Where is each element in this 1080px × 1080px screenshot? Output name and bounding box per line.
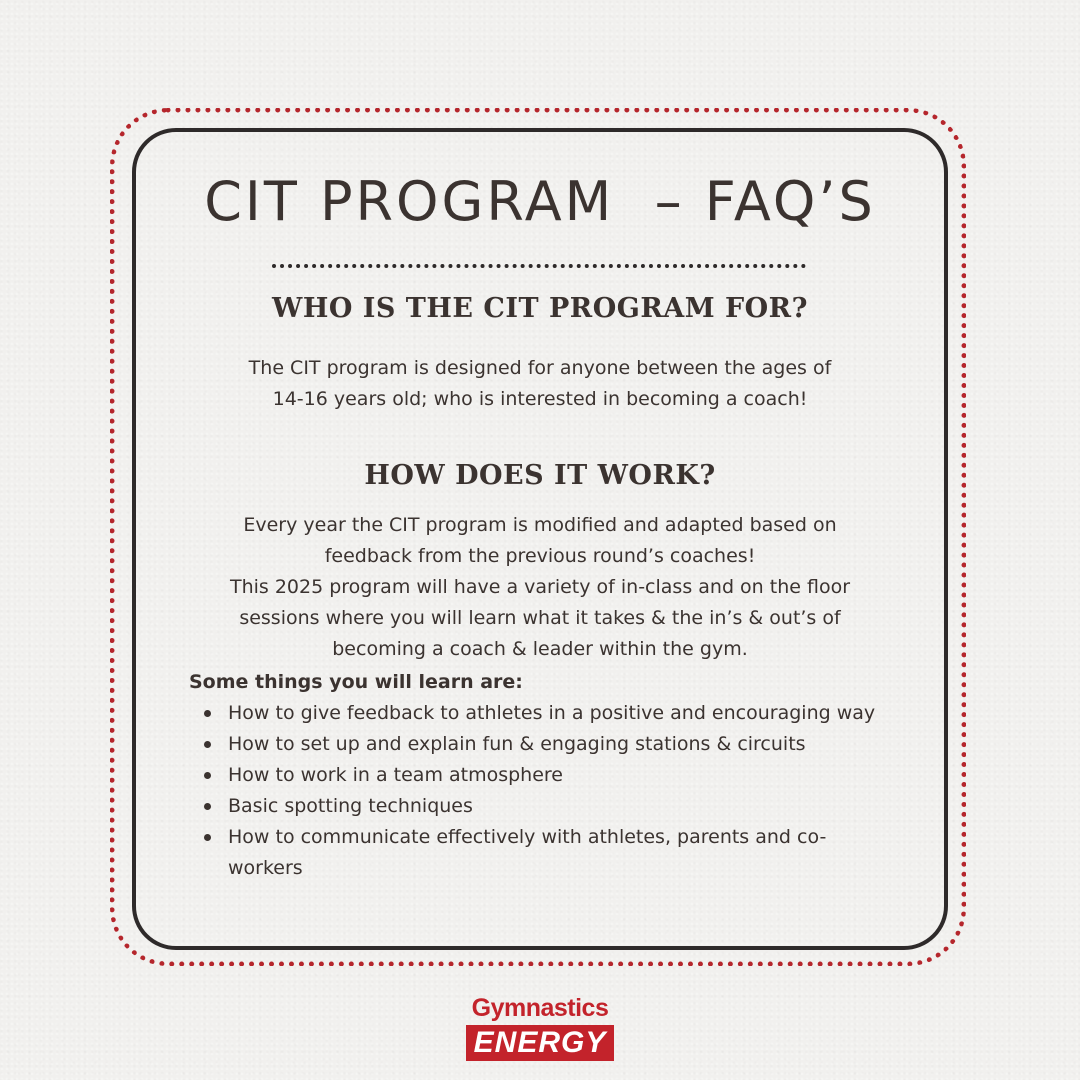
who-line: The CIT program is designed for anyone between the ages of bbox=[248, 357, 832, 379]
list-item bbox=[189, 822, 889, 884]
how-line: feedback from the previous round’s coaches! bbox=[324, 545, 756, 567]
how-line: becoming a coach & leader within the gym. bbox=[332, 638, 748, 660]
bullet-icon bbox=[204, 772, 211, 779]
page-title: CIT PROGRAM – FAQ’S bbox=[204, 170, 876, 233]
list-item-text: How to work in a team atmosphere bbox=[228, 764, 563, 786]
logo-bottom-text: ENERGY bbox=[466, 1025, 614, 1061]
how-line: sessions where you will learn what it takes & the in’s & out’s of bbox=[239, 607, 841, 629]
who-paragraph bbox=[180, 353, 900, 415]
how-paragraph bbox=[180, 510, 900, 665]
list-item bbox=[189, 791, 889, 822]
title-divider bbox=[272, 264, 806, 268]
bullet-icon bbox=[204, 710, 211, 717]
how-line: This 2025 program will have a variety of in-class and on the floor bbox=[229, 576, 851, 598]
bullet-icon bbox=[204, 834, 211, 841]
gymnastics-energy-logo bbox=[466, 993, 614, 1061]
list-item-text: Basic spotting techniques bbox=[228, 795, 473, 817]
list-item-text: How to communicate effectively with athletes, parents and co-workers bbox=[228, 826, 827, 879]
list-item-text: How to set up and explain fun & engaging stations & circuits bbox=[228, 733, 806, 755]
how-line: Every year the CIT program is modified and adapted based on bbox=[243, 514, 837, 536]
bullet-icon bbox=[204, 803, 211, 810]
learn-heading: Some things you will learn are: bbox=[189, 671, 523, 693]
logo-top-text: Gymnastics bbox=[471, 994, 609, 1022]
how-heading: HOW DOES IT WORK? bbox=[364, 460, 716, 491]
bullet-icon bbox=[204, 741, 211, 748]
list-item-text: How to give feedback to athletes in a positive and encouraging way bbox=[228, 702, 876, 724]
who-heading: WHO IS THE CIT PROGRAM FOR? bbox=[272, 293, 808, 324]
list-item bbox=[189, 729, 889, 760]
learn-list bbox=[189, 698, 889, 884]
list-item bbox=[189, 698, 889, 729]
list-item bbox=[189, 760, 889, 791]
who-line: 14-16 years old; who is interested in becoming a coach! bbox=[272, 388, 808, 410]
